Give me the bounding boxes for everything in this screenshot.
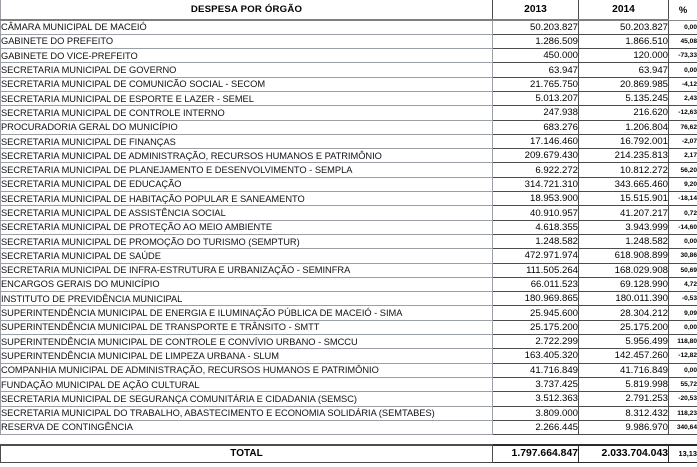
cell-value-percent: 340,64 [669, 420, 697, 434]
cell-value-2013: 472.971.974 [493, 249, 579, 263]
cell-orgao-name: COMPANHIA MUNICIPAL DE ADMINISTRAÇÃO, RECURSOS HUMANOS E PATRIMÔNIO [1, 363, 493, 377]
cell-orgao-name: SECRETARIA MUNICIPAL DE COMUNICÃO SOCIAL - SECOM [1, 77, 493, 91]
table-row [1, 249, 697, 263]
cell-value-2013: 50.203.827 [493, 20, 579, 34]
cell-value-percent: 56,20 [669, 163, 697, 177]
cell-value-percent: 2,43 [669, 91, 697, 105]
table-row [1, 106, 697, 120]
cell-orgao-name: FUNDAÇÃO MUNICIPAL DE AÇÃO CULTURAL [1, 377, 493, 391]
table-row [1, 177, 697, 191]
cell-value-2013: 40.910.957 [493, 206, 579, 220]
table-row [1, 349, 697, 363]
cell-value-2014: 50.203.827 [579, 20, 669, 34]
table-row [1, 234, 697, 248]
table-row [1, 306, 697, 320]
cell-orgao-name: SUPERINTENDÊNCIA MUNICIPAL DE ENERGIA E ILUMINAÇÃO PÚBLICA DE MACEIÓ - SIMA [1, 306, 493, 320]
cell-value-percent: 0,00 [669, 63, 697, 77]
cell-orgao-name: SECRETARIA MUNICIPAL DE HABITAÇÃO POPULAR E SANEAMENTO [1, 192, 493, 206]
spacer-row [1, 435, 697, 445]
cell-value-2014: 214.235.813 [579, 149, 669, 163]
table-row [1, 335, 697, 349]
cell-value-2013: 1.286.509 [493, 34, 579, 48]
cell-value-2013: 111.505.264 [493, 263, 579, 277]
total-percent: 13,13 [669, 445, 697, 463]
table-row [1, 91, 697, 105]
cell-value-2014: 120.000 [579, 49, 669, 63]
cell-orgao-name: GABINETE DO VICE-PREFEITO [1, 49, 493, 63]
cell-value-2014: 63.947 [579, 63, 669, 77]
cell-orgao-name: SECRETARIA MUNICIPAL DE GOVERNO [1, 63, 493, 77]
spacer-cell-pct [669, 435, 697, 445]
cell-orgao-name: SECRETARIA MUNICIPAL DE CONTROLE INTERNO [1, 106, 493, 120]
cell-value-2013: 314.721.310 [493, 177, 579, 191]
cell-value-2013: 2.722.299 [493, 335, 579, 349]
cell-orgao-name: SECRETARIA MUNICIPAL DE PROMOÇÃO DO TURISMO (SEMPTUR) [1, 234, 493, 248]
table-row [1, 134, 697, 148]
table-row [1, 406, 697, 420]
cell-value-2014: 3.943.999 [579, 220, 669, 234]
total-2013: 1.797.664.847 [493, 445, 579, 463]
table-row [1, 149, 697, 163]
cell-orgao-name: SUPERINTENDÊNCIA MUNICIPAL DE CONTROLE E CONVÍVIO URBANO - SMCCU [1, 335, 493, 349]
cell-orgao-name: PROCURADORIA GERAL DO MUNICÍPIO [1, 120, 493, 134]
cell-value-percent: 0,00 [669, 320, 697, 334]
cell-value-percent: -0,53 [669, 292, 697, 306]
cell-value-2013: 2.266.445 [493, 420, 579, 434]
spacer-cell-name [1, 435, 493, 445]
cell-value-2014: 41.207.217 [579, 206, 669, 220]
cell-value-percent: 2,17 [669, 149, 697, 163]
cell-value-2013: 6.922.272 [493, 163, 579, 177]
cell-value-2014: 5.135.245 [579, 91, 669, 105]
cell-value-2013: 247.938 [493, 106, 579, 120]
cell-value-2013: 163.405.320 [493, 349, 579, 363]
cell-orgao-name: RESERVA DE CONTINGÊNCIA [1, 420, 493, 434]
cell-orgao-name: SECRETARIA MUNICIPAL DE ASSISTÊNCIA SOCIAL [1, 206, 493, 220]
cell-orgao-name: CÂMARA MUNICIPAL DE MACEIÓ [1, 20, 493, 34]
cell-orgao-name: INSTITUTO DE PREVIDÊNCIA MUNICIPAL [1, 292, 493, 306]
table-header-row [1, 0, 697, 20]
cell-value-2014: 1.248.582 [579, 234, 669, 248]
cell-value-2013: 180.969.865 [493, 292, 579, 306]
cell-value-2013: 21.765.750 [493, 77, 579, 91]
cell-orgao-name: SECRETARIA MUNICIPAL DE ADMINISTRAÇÃO, RECURSOS HUMANOS E PATRIMÔNIO [1, 149, 493, 163]
column-header-orgao: DESPESA POR ÓRGÃO [1, 0, 493, 20]
column-header-2014: 2014 [579, 0, 669, 20]
cell-orgao-name: ENCARGOS GERAIS DO MUNICÍPIO [1, 277, 493, 291]
cell-value-2013: 17.146.460 [493, 134, 579, 148]
cell-value-2014: 28.304.212 [579, 306, 669, 320]
cell-value-2014: 5.956.499 [579, 335, 669, 349]
cell-value-2014: 5.819.998 [579, 377, 669, 391]
cell-value-2013: 209.679.430 [493, 149, 579, 163]
total-label: TOTAL [1, 445, 493, 463]
cell-value-2014: 168.029.908 [579, 263, 669, 277]
table-row [1, 34, 697, 48]
cell-value-percent: -12,63 [669, 106, 697, 120]
table-row [1, 206, 697, 220]
cell-orgao-name: SECRETARIA MUNICIPAL DE INFRA-ESTRUTURA E URBANIZAÇÃO - SEMINFRA [1, 263, 493, 277]
table-footer [1, 435, 697, 467]
cell-value-2013: 3.512.363 [493, 392, 579, 406]
cell-value-percent: 9,09 [669, 306, 697, 320]
table-row [1, 120, 697, 134]
cell-value-2013: 4.618.355 [493, 220, 579, 234]
cell-orgao-name: GABINETE DO PREFEITO [1, 34, 493, 48]
table-row [1, 277, 697, 291]
cell-value-2014: 25.175.200 [579, 320, 669, 334]
cell-value-2013: 63.947 [493, 63, 579, 77]
cell-value-2014: 1.206.804 [579, 120, 669, 134]
table-header [1, 0, 697, 20]
cell-value-2014: 20.869.985 [579, 77, 669, 91]
cell-value-2013: 41.716.849 [493, 363, 579, 377]
cell-value-percent: -73,33 [669, 49, 697, 63]
cell-value-2014: 41.716.849 [579, 363, 669, 377]
cell-value-percent: -12,82 [669, 349, 697, 363]
cell-value-percent: -18,14 [669, 192, 697, 206]
cell-value-percent: 45,08 [669, 34, 697, 48]
cell-value-2013: 66.011.523 [493, 277, 579, 291]
table-row [1, 292, 697, 306]
cell-orgao-name: SUPERINTENDÊNCIA MUNICIPAL DE LIMPEZA URBANA - SLUM [1, 349, 493, 363]
column-header-2013: 2013 [493, 0, 579, 20]
cell-orgao-name: SECRETARIA MUNICIPAL DE FINANÇAS [1, 134, 493, 148]
cell-value-2013: 3.809.000 [493, 406, 579, 420]
cell-value-percent: 4,72 [669, 277, 697, 291]
cell-value-2014: 1.866.510 [579, 34, 669, 48]
table-row [1, 420, 697, 434]
cell-value-2014: 15.515.901 [579, 192, 669, 206]
cell-value-2014: 2.791.253 [579, 392, 669, 406]
cell-value-2014: 10.812.272 [579, 163, 669, 177]
cell-value-percent: 0,00 [669, 363, 697, 377]
cell-value-percent: 30,86 [669, 249, 697, 263]
total-row [1, 445, 697, 463]
column-header-percent: % [669, 0, 697, 20]
cell-value-2013: 1.248.582 [493, 234, 579, 248]
cell-value-percent: -20,53 [669, 392, 697, 406]
cell-value-percent: 55,72 [669, 377, 697, 391]
cell-value-percent: 118,80 [669, 335, 697, 349]
cell-value-2014: 16.792.001 [579, 134, 669, 148]
cell-value-2013: 5.013.207 [493, 91, 579, 105]
cell-value-2014: 216.620 [579, 106, 669, 120]
total-2014: 2.033.704.043 [579, 445, 669, 463]
cell-value-2014: 69.128.990 [579, 277, 669, 291]
cell-value-2014: 618.908.899 [579, 249, 669, 263]
table-row [1, 392, 697, 406]
table-body [1, 20, 697, 435]
table-row [1, 220, 697, 234]
table-row [1, 163, 697, 177]
table-row [1, 77, 697, 91]
table-row [1, 377, 697, 391]
cell-value-percent: 0,72 [669, 206, 697, 220]
table-row [1, 63, 697, 77]
cell-orgao-name: SECRETARIA MUNICIPAL DE EDUCAÇÃO [1, 177, 493, 191]
cell-value-percent: -4,12 [669, 77, 697, 91]
cell-value-2014: 9.986.970 [579, 420, 669, 434]
cell-value-2013: 25.945.600 [493, 306, 579, 320]
cell-orgao-name: SECRETARIA MUNICIPAL DE ESPORTE E LAZER - SEMEL [1, 91, 493, 105]
cell-value-percent: 0,00 [669, 20, 697, 34]
table-row [1, 320, 697, 334]
cell-orgao-name: SUPERINTENDÊNCIA MUNICIPAL DE TRANSPORTE E TRÂNSITO - SMTT [1, 320, 493, 334]
table-row [1, 49, 697, 63]
cell-value-2013: 25.175.200 [493, 320, 579, 334]
spacer-cell-2014 [579, 435, 669, 445]
cell-value-percent: -2,07 [669, 134, 697, 148]
spacer-cell-2013 [493, 435, 579, 445]
cell-value-2013: 450.000 [493, 49, 579, 63]
cell-orgao-name: SECRETARIA MUNICIPAL DE SEGURANÇA COMUNITÁRIA E CIDADANIA (SEMSC) [1, 392, 493, 406]
cell-value-percent: 118,23 [669, 406, 697, 420]
cell-orgao-name: SECRETARIA MUNICIPAL DE SAÚDE [1, 249, 493, 263]
cell-value-percent: 50,69 [669, 263, 697, 277]
table-row [1, 263, 697, 277]
cell-value-2014: 180.011.390 [579, 292, 669, 306]
cell-value-percent: 0,00 [669, 234, 697, 248]
cell-value-2014: 343.665.460 [579, 177, 669, 191]
cell-value-2013: 683.276 [493, 120, 579, 134]
cell-orgao-name: SECRETARIA MUNICIPAL DE PLANEJAMENTO E DESENVOLVIMENTO - SEMPLA [1, 163, 493, 177]
cell-value-2013: 3.737.425 [493, 377, 579, 391]
cell-orgao-name: SECRETARIA MUNICIPAL DO TRABALHO, ABASTECIMENTO E ECONOMIA SOLIDÁRIA (SEMTABES) [1, 406, 493, 420]
cell-orgao-name: SECRETARIA MUNICIPAL DE PROTEÇÃO AO MEIO AMBIENTE [1, 220, 493, 234]
table-row [1, 363, 697, 377]
cell-value-2014: 8.312.432 [579, 406, 669, 420]
table-row [1, 20, 697, 34]
cell-value-percent: 76,62 [669, 120, 697, 134]
cell-value-percent: 9,20 [669, 177, 697, 191]
cell-value-2013: 18.953.900 [493, 192, 579, 206]
table-row [1, 192, 697, 206]
cell-value-percent: -14,60 [669, 220, 697, 234]
cell-value-2014: 142.457.260 [579, 349, 669, 363]
